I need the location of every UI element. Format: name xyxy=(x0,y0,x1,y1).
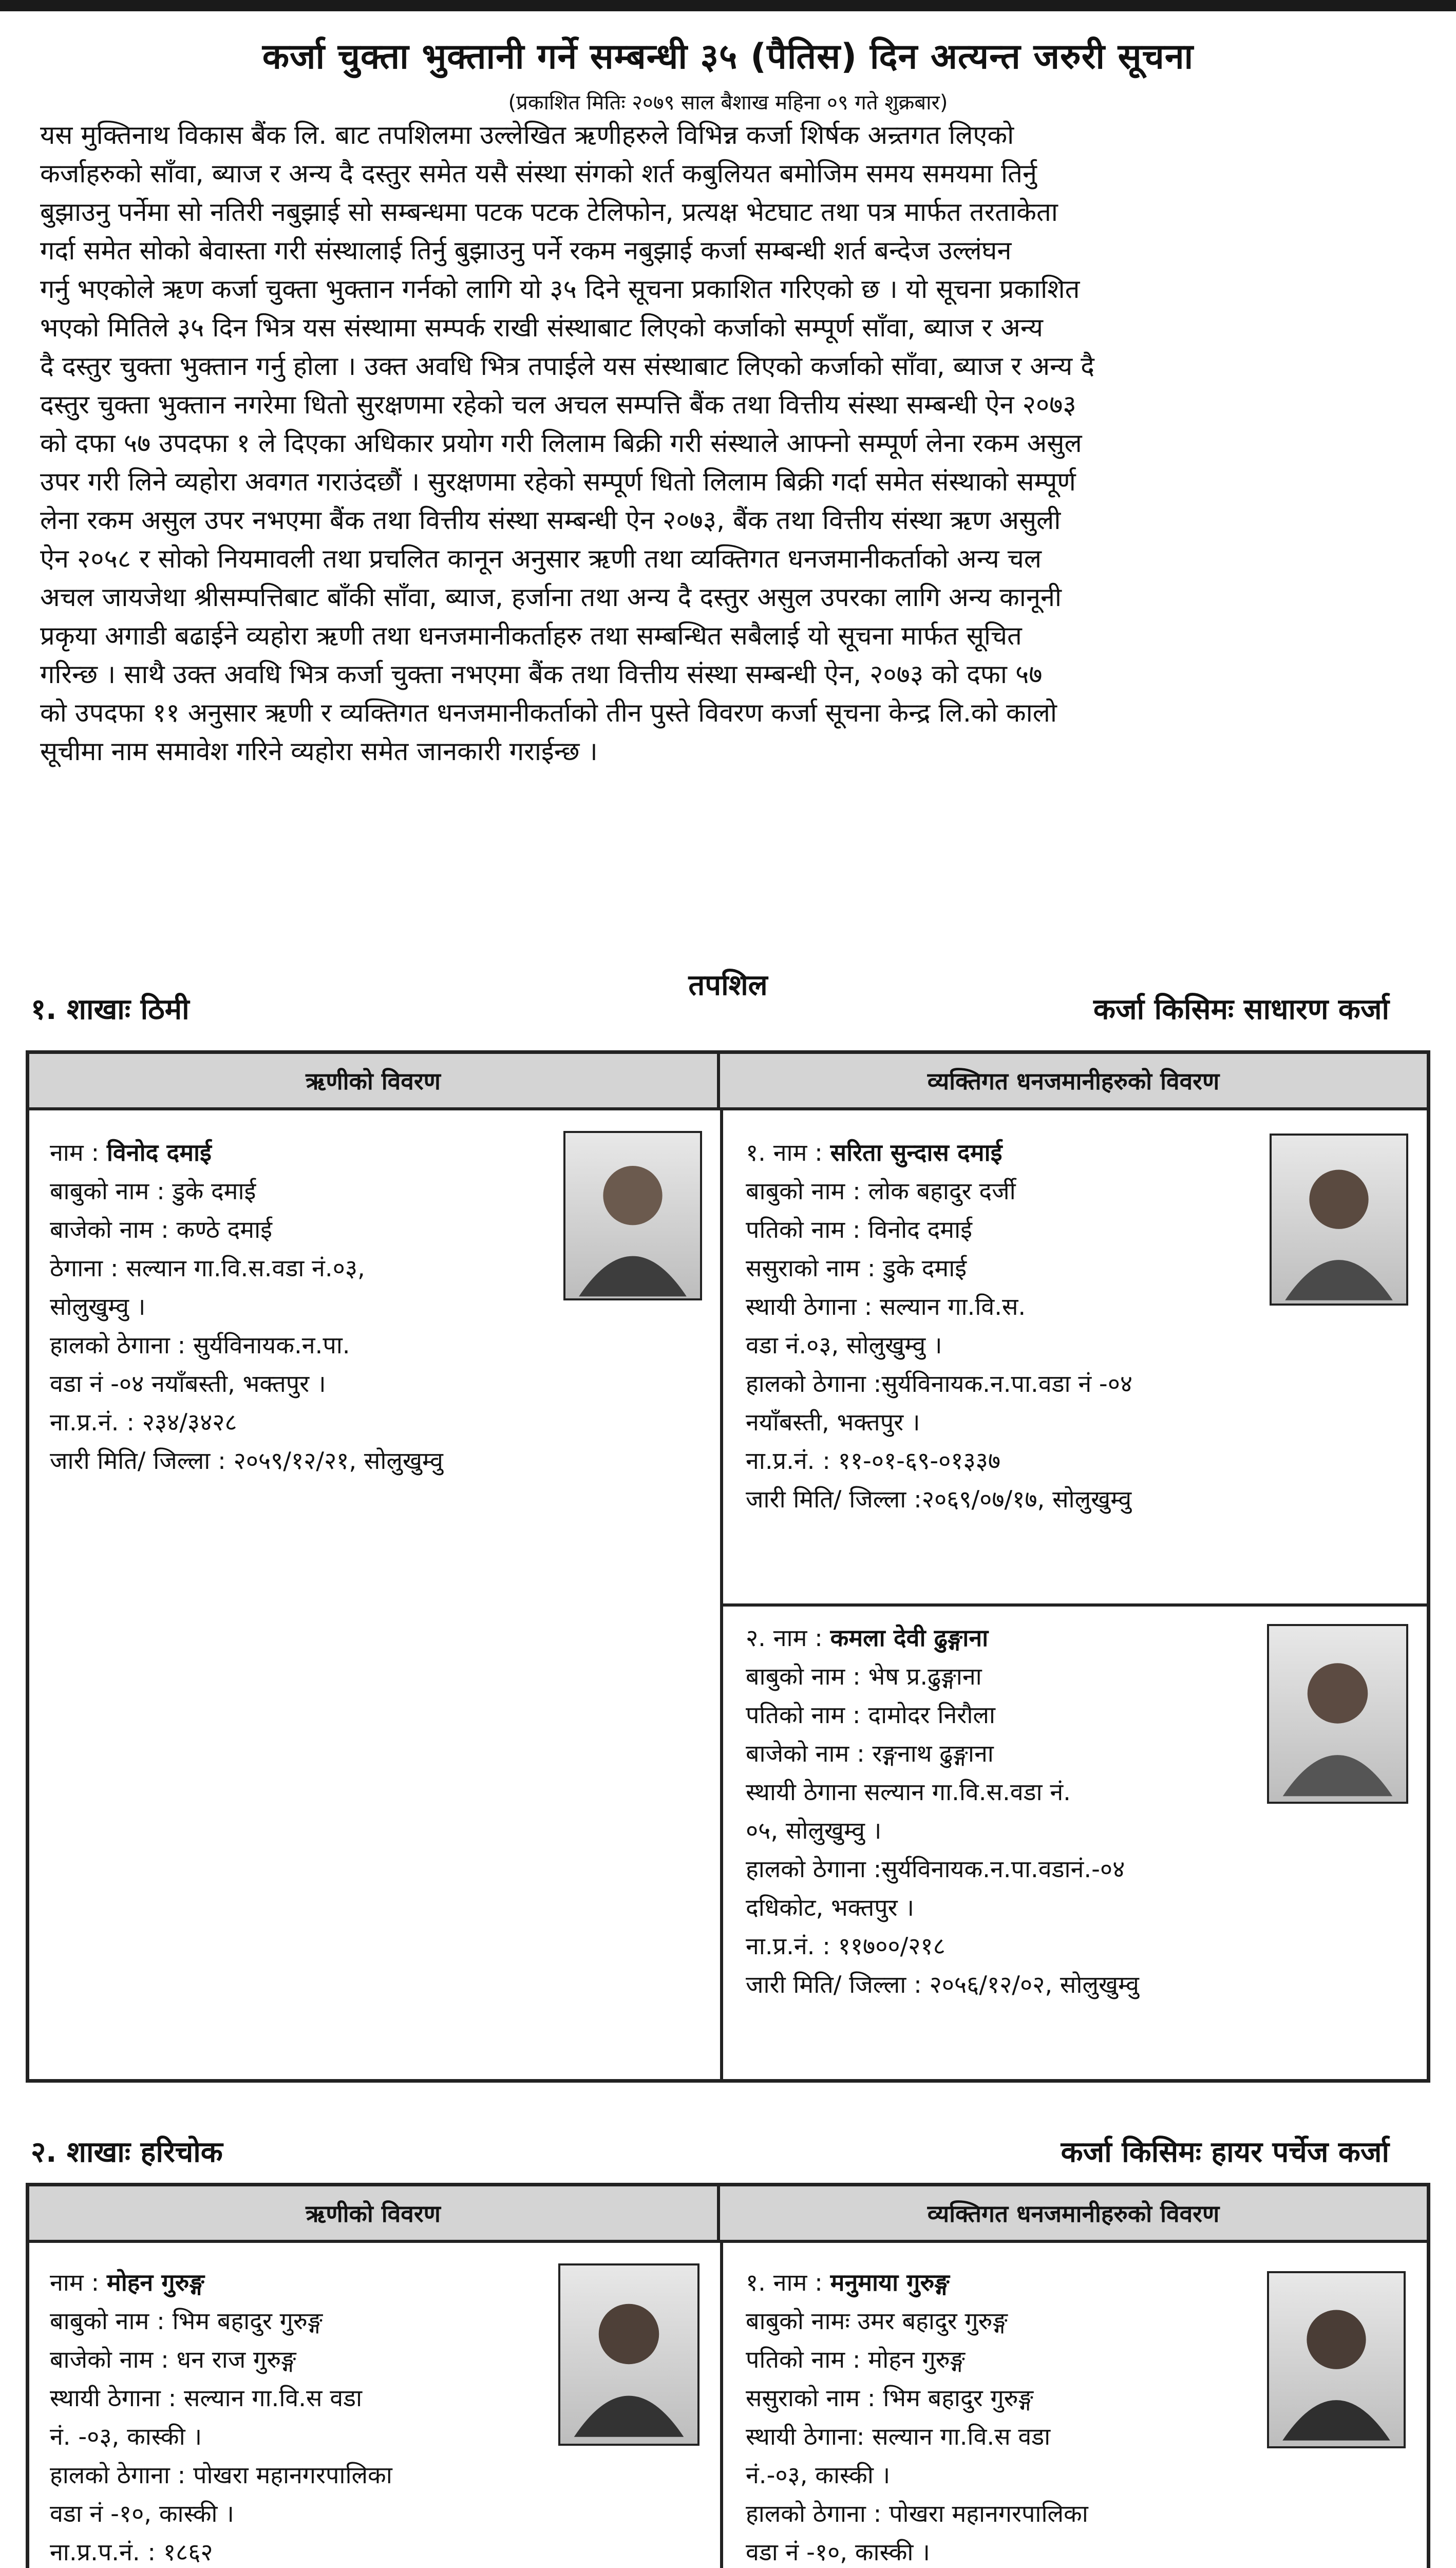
detail-line: हालको ठेगाना :सुर्यविनायक.न.पा.वडानं.-०४ xyxy=(746,1855,1125,1883)
detail-line: नं.-०३, कास्की । xyxy=(746,2461,891,2489)
detail-line: हालको ठेगाना : सुर्यविनायक.न.पा. xyxy=(50,1331,350,1359)
borrower-lines xyxy=(50,2302,415,2568)
guarantor-name: कमला देवी ढुङ्गाना xyxy=(830,1624,989,1652)
branch-1-label: १. शाखाः ठिमी xyxy=(31,993,190,1026)
guarantor-lines xyxy=(746,1657,1139,2004)
body-line: यस मुक्तिनाथ विकास बैंक लि. बाट तपशिलमा उल्लेखित ऋणीहरुले विभिन्न कर्जा शिर्षक अन्र्तगत लिएको xyxy=(40,120,1014,150)
person-photo-icon xyxy=(1269,1626,1406,1802)
detail-line: हालको ठेगाना :सुर्यविनायक.न.पा.वडा नं -०४ xyxy=(746,1370,1133,1398)
guarantor-1-details xyxy=(746,1134,1132,1519)
detail-line: ठेगाना : सल्यान गा.वि.स.वडा नं.०३, xyxy=(50,1254,365,1282)
detail-line: नयाँबस्ती, भक्तपुर । xyxy=(746,1408,920,1436)
guarantor-2-photo xyxy=(1267,1624,1408,1804)
guarantor-name: सरिता सुन्दास दमाई xyxy=(830,1139,1003,1166)
column-divider xyxy=(720,2243,723,2568)
branch-1-table xyxy=(26,1050,1430,2083)
name-label: १. नाम : xyxy=(746,2269,830,2296)
person-photo-icon xyxy=(1272,1136,1406,1304)
detail-line: पतिको नाम : दामोदर निरौला xyxy=(746,1701,995,1729)
publish-date: (प्रकाशित मितिः २०७९ साल बैशाख महिना ०९ गते शुक्रबार) xyxy=(508,91,948,115)
body-line: गरिन्छ । साथै उक्त अवधि भित्र कर्जा चुक्ता नभएमा बैंक तथा वित्तीय संस्था सम्बन्धी ऐन, २०७३ को दफा ५७ xyxy=(40,659,1043,689)
body-line: दै दस्तुर चुक्ता भुक्तान गर्नु होला । उक्त अवधि भित्र तपाईले यस संस्थाबाट लिएको कर्जाको साँवा, ब्याज र अन्य दै xyxy=(40,351,1094,381)
borrower-details xyxy=(50,1134,443,1480)
name-label: नाम : xyxy=(50,1139,107,1166)
guarantor-name: मनुमाया गुरुङ्ग xyxy=(830,2269,950,2296)
detail-line: ना.प्र.प.नं. : १८६२ xyxy=(50,2538,213,2566)
detail-line: बाबुको नाम : भेष प्र.ढुङ्गाना xyxy=(746,1663,982,1690)
top-border-bar xyxy=(0,0,1456,11)
borrower-column-header: ऋणीको विवरण xyxy=(29,1054,720,1110)
guarantor-2-details xyxy=(746,1619,1139,2004)
detail-line: पतिको नाम : विनोद दमाई xyxy=(746,1216,972,1243)
body-line: उपर गरी लिने व्यहोरा अवगत गराउंदछौं । सुरक्षणमा रहेको सम्पूर्ण धितो लिलाम बिक्री गर्दा समेत संस्थाको सम्पूर्ण xyxy=(40,466,1076,497)
details-heading: तपशिल xyxy=(688,969,768,1002)
body-line: गर्नु भएकोले ऋण कर्जा चुक्ता भुक्तान गर्नको लागि यो ३५ दिने सूचना प्रकाशित गरिएको छ । यो सूचना प्रकाशित xyxy=(40,274,1080,304)
borrower-photo xyxy=(563,1131,702,1300)
detail-line: दधिकोट, भक्तपुर । xyxy=(746,1894,915,1921)
detail-line: ससुराको नाम : डुके दमाई xyxy=(746,1254,967,1282)
detail-line: जारी मिति/ जिल्ला : २०५६/१२/०२, सोलुखुम्वु xyxy=(746,1971,1139,1998)
detail-line: नं. -०३, कास्की । xyxy=(50,2423,202,2450)
detail-line: बाबुको नाम : डुके दमाई xyxy=(50,1177,256,1205)
guarantor-1-photo xyxy=(1270,1134,1408,1306)
body-line: प्रकृया अगाडी बढाईने व्यहोरा ऋणी तथा धनजमानीकर्ताहरु तथा सम्बन्धित सबैलाई यो सूचना मार्फत सूचित xyxy=(40,620,1022,651)
detail-line: वडा नं -०४ नयाँबस्ती, भक्तपुर । xyxy=(50,1370,326,1398)
borrower-name: विनोद दमाई xyxy=(106,1139,212,1166)
body-line: भएको मितिले ३५ दिन भित्र यस संस्थामा सम्पर्क राखी संस्थाबाट लिएको कर्जाको सम्पूर्ण साँवा, ब्याज र अन्य xyxy=(40,312,1043,343)
guarantor-column-header: व्यक्तिगत धनजमानीहरुको विवरण xyxy=(720,1054,1427,1110)
detail-line: बाजेको नाम : रङ्गनाथ ढुङ्गाना xyxy=(746,1740,994,1767)
detail-line: ना.प्र.नं. : ११-०१-६९-०१३३७ xyxy=(746,1447,1001,1475)
name-label: नाम : xyxy=(50,2269,107,2296)
branch-2-label: २. शाखाः हरिचोक xyxy=(31,2136,223,2169)
guarantor-column-header: व्यक्तिगत धनजमानीहरुको विवरण xyxy=(720,2186,1427,2243)
body-line: बुझाउनु पर्नेमा सो नतिरी नबुझाई सो सम्बन्धमा पटक पटक टेलिफोन, प्रत्यक्ष भेटघाट तथा पत्र मार्फत तरताकेता xyxy=(40,197,1058,227)
detail-line: सोलुखुम्वु । xyxy=(50,1293,146,1320)
detail-line: ससुराको नाम : भिम बहादुर गुरुङ्ग xyxy=(746,2384,1033,2412)
detail-line: ०५, सोलुखुम्वु । xyxy=(746,1817,882,1844)
body-line: को उपदफा ११ अनुसार ऋणी र व्यक्तिगत धनजमानीकर्ताको तीन पुस्ते विवरण कर्जा सूचना केन्द्र लि.को कालो xyxy=(40,697,1057,728)
detail-line: पतिको नाम : मोहन गुरुङ्ग xyxy=(746,2346,965,2373)
person-photo-icon xyxy=(560,2265,697,2444)
body-line: लेना रकम असुल उपर नभएमा बैंक तथा वित्तीय संस्था सम्बन्धी ऐन २०७३, बैंक तथा वित्तीय संस्था ऋण असुली xyxy=(40,505,1061,535)
guarantor-lines xyxy=(746,1172,1132,1519)
notice-body xyxy=(40,116,1416,770)
borrower-1-photo xyxy=(558,2263,699,2446)
person-photo-icon xyxy=(565,1133,700,1298)
body-line: कर्जाहरुको साँवा, ब्याज र अन्य दै दस्तुर समेत यसै संस्था संगको शर्त कबुलियत बमोजिम समय समयमा तिर्नु xyxy=(40,158,1037,188)
detail-line: ना.प्र.नं. : ११७००/२१८ xyxy=(746,1932,946,1960)
detail-line: बाजेको नाम : धन राज गुरुङ्ग xyxy=(50,2346,296,2373)
detail-line: स्थायी ठेगाना : सल्यान गा.वि.स वडा xyxy=(50,2384,362,2412)
detail-line: स्थायी ठेगाना : सल्यान गा.वि.स. xyxy=(746,1293,1026,1320)
detail-line: हालको ठेगाना : पोखरा महानगरपालिका xyxy=(50,2461,392,2489)
branch-2-loan-type: कर्जा किसिमः हायर पर्चेज कर्जा xyxy=(1061,2136,1389,2169)
detail-line: जारी मिति/ जिल्ला : २०५९/१२/२१, सोलुखुम्वु xyxy=(50,1447,443,1475)
column-divider xyxy=(720,1110,723,2079)
body-line: गर्दा समेत सोको बेवास्ता गरी संस्थालाई तिर्नु बुझाउनु पर्ने रकम नबुझाई कर्जा सम्बन्धी शर्त बन्देज उल्लंघन xyxy=(40,235,1012,266)
detail-line: वडा नं -१०, कास्की । xyxy=(50,2500,234,2527)
row-divider xyxy=(723,1603,1427,1607)
detail-line: स्थायी ठेगाना सल्यान गा.वि.स.वडा नं. xyxy=(746,1778,1071,1806)
person-photo-icon xyxy=(1269,2273,1404,2446)
body-line: अचल जायजेथा श्रीसम्पत्तिबाट बाँकी साँवा, ब्याज, हर्जाना तथा अन्य दै दस्तुर असुल उपरका लागि अन्य कानूनी xyxy=(40,582,1062,612)
detail-line: वडा नं -१०, कास्की । xyxy=(746,2538,930,2566)
detail-line: बाबुको नाम : भिम बहादुर गुरुङ्ग xyxy=(50,2307,323,2335)
detail-line: हालको ठेगाना : पोखरा महानगरपालिका xyxy=(746,2500,1088,2527)
body-line: दस्तुर चुक्ता भुक्तान नगरेमा धितो सुरक्षणमा रहेको चल अचल सम्पत्ति बैंक तथा वित्तीय संस्था सम्बन्धी ऐन २०७३ xyxy=(40,389,1076,420)
branch-1-loan-type: कर्जा किसिमः साधारण कर्जा xyxy=(1093,993,1389,1026)
body-line: ऐन २०५८ र सोको नियमावली तथा प्रचलित कानून अनुसार ऋणी तथा व्यक्तिगत धनजमानीकर्ताको अन्य चल xyxy=(40,543,1042,574)
borrower-name: मोहन गुरुङ्ग xyxy=(106,2269,204,2296)
detail-line: बाबुको नाम : लोक बहादुर दर्जी xyxy=(746,1177,1016,1205)
detail-line: ना.प्र.नं. : २३४/३४२८ xyxy=(50,1408,237,1436)
guarantor-lines xyxy=(746,2302,1119,2568)
borrower-1-details xyxy=(50,2263,415,2568)
body-line: को दफा ५७ उपदफा १ ले दिएका अधिकार प्रयोग गरी लिलाम बिक्री गरी संस्थाले आफ्नो सम्पूर्ण लेना रकम असुल xyxy=(40,428,1082,458)
detail-line: जारी मिति/ जिल्ला :२०६९/०७/१७, सोलुखुम्वु xyxy=(746,1485,1132,1513)
guarantor-1-photo xyxy=(1267,2271,1406,2448)
name-label: २. नाम : xyxy=(746,1624,830,1652)
notice-headline: कर्जा चुक्ता भुक्तानी गर्ने सम्बन्धी ३५ (पैतिस) दिन अत्यन्त जरुरी सूचना xyxy=(262,36,1194,77)
borrower-column-header: ऋणीको विवरण xyxy=(29,2186,720,2243)
detail-line: वडा नं.०३, सोलुखुम्वु । xyxy=(746,1331,942,1359)
branch-2-table xyxy=(26,2183,1430,2568)
detail-line: बाबुको नामः उमर बहादुर गुरुङ्ग xyxy=(746,2307,1008,2335)
body-line: सूचीमा नाम समावेश गरिने व्यहोरा समेत जानकारी गराईन्छ । xyxy=(40,736,598,766)
detail-line: स्थायी ठेगाना: सल्यान गा.वि.स वडा xyxy=(746,2423,1051,2450)
borrower-lines xyxy=(50,1172,443,1480)
guarantor-1-details xyxy=(746,2263,1119,2568)
name-label: १. नाम : xyxy=(746,1139,830,1166)
detail-line: बाजेको नाम : कण्ठे दमाई xyxy=(50,1216,272,1243)
